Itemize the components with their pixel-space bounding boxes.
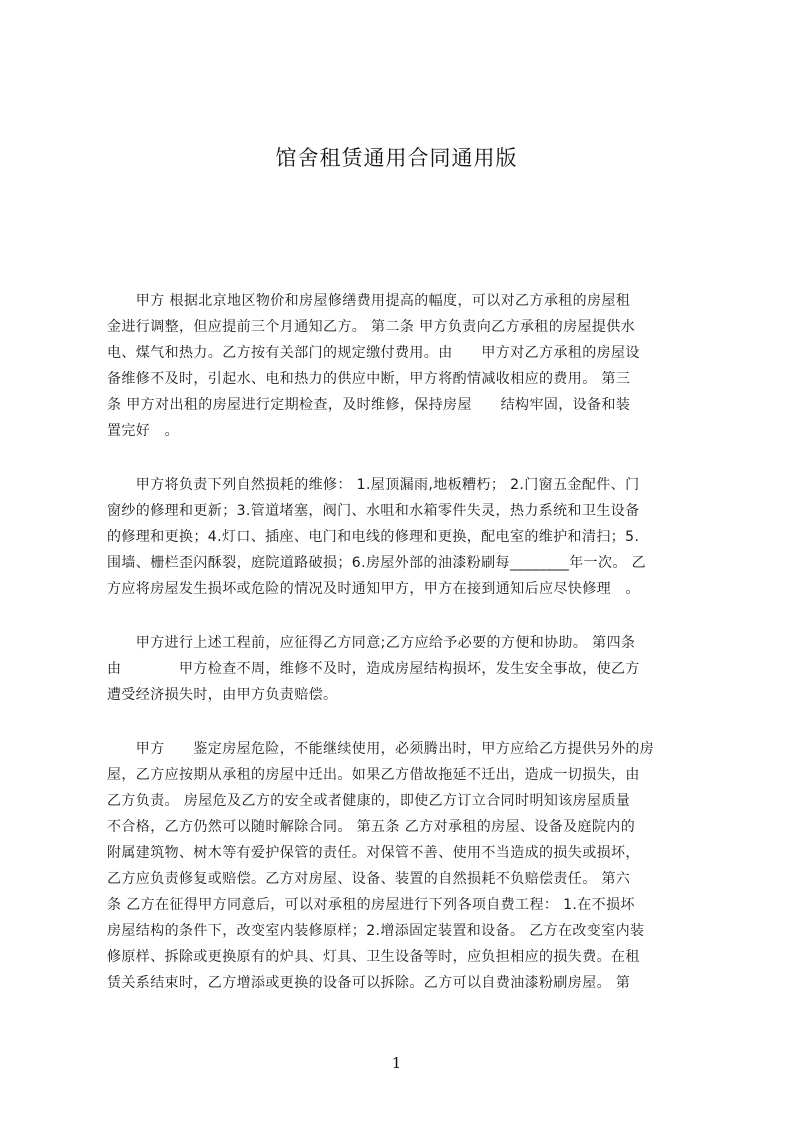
text-line: 条 乙方在征得甲方同意后，可以对承租的房屋进行下列各项自费工程： 1.在不损坏 [107,897,635,913]
text-line: 方应将房屋发生损坏或危险的情况及时通知甲方，甲方在接到通知后应尽快修理 。 [107,581,640,597]
text-line: 乙方应负责修复或赔偿。乙方对房屋、设备、装置的自然损耗不负赔偿责任。 第六 [107,871,631,887]
text-line: 电、煤气和热力。乙方按有关部门的规定缴付费用。由 甲方对乙方承租的房屋设 [107,345,640,361]
text-line: 屋，乙方应按期从承租的房屋中迁出。如果乙方借故拖延不迁出，造成一切损失，由 [107,767,640,783]
page-number: 1 [391,1054,402,1072]
document-title: 馆舍租赁通用合同通用版 [275,146,518,170]
paragraph-4 [107,736,699,996]
text-line: 修原样、拆除或更换原有的炉具、灯具、卫生设备等时，应负担相应的损失费。在租 [107,949,640,965]
text-line: 由 甲方检查不周，维修不及时，造成房屋结构损坏，发生安全事故，使乙方 [107,661,640,677]
text-line: 条 甲方对出租的房屋进行定期检查，及时维修，保持房屋 结构牢固，设备和装 [107,397,631,413]
text-line: 附属建筑物、树木等有爱护保管的责任。对保管不善、使用不当造成的损失或损坏， [107,845,640,861]
paragraph-2 [107,472,699,602]
text-line: 金进行调整，但应提前三个月通知乙方。 第二条 甲方负责向乙方承租的房屋提供水 [107,319,636,335]
text-line: 甲方 鉴定房屋危险，不能继续使用，必须腾出时，甲方应给乙方提供另外的房 [107,741,655,757]
text-line: 不合格，乙方仍然可以随时解除合同。 第五条 乙方对承租的房屋、设备及庭院内的 [107,819,636,835]
paragraph-1 [107,288,699,444]
text-line: 窗纱的修理和更新；3.管道堵塞，阀门、水咀和水箱零件失灵，热力系统和卫生设备 [107,503,640,519]
text-line: 遭受经济损失时，由甲方负责赔偿。 [107,687,338,703]
text-line: 的修理和更换；4.灯口、插座、电门和电线的修理和更换，配电室的维护和清扫；5. [107,529,640,545]
text-line: 备维修不及时，引起水、电和热力的供应中断，甲方将酌情减收相应的费用。 第三 [107,371,631,387]
text-line: 甲方 根据北京地区物价和房屋修缮费用提高的幅度，可以对乙方承租的房屋租 [107,293,631,309]
text-line: 置完好 。 [107,423,179,439]
text-line: 房屋结构的条件下，改变室内装修原样；2.增添固定装置和设备。 乙方在改变室内装 [107,923,645,939]
text-line: 甲方进行上述工程前，应征得乙方同意;乙方应给予必要的方便和协助。 第四条 [107,635,636,651]
text-line: 赁关系结束时，乙方增添或更换的设备可以拆除。乙方可以自费油漆粉刷房屋。 第 [107,975,631,991]
text-line: 甲方将负责下列自然损耗的维修： 1.屋顶漏雨,地板糟朽； 2.门窗五金配件、门 [107,477,640,493]
paragraph-3 [107,630,699,708]
text-line: 围墙、栅栏歪闪酥裂，庭院道路破损；6.房屋外部的油漆粉刷每________年一次。 乙 [107,555,647,571]
text-line: 乙方负责。 房屋危及乙方的安全或者健康的，即使乙方订立合同时明知该房屋质量 [107,793,631,809]
